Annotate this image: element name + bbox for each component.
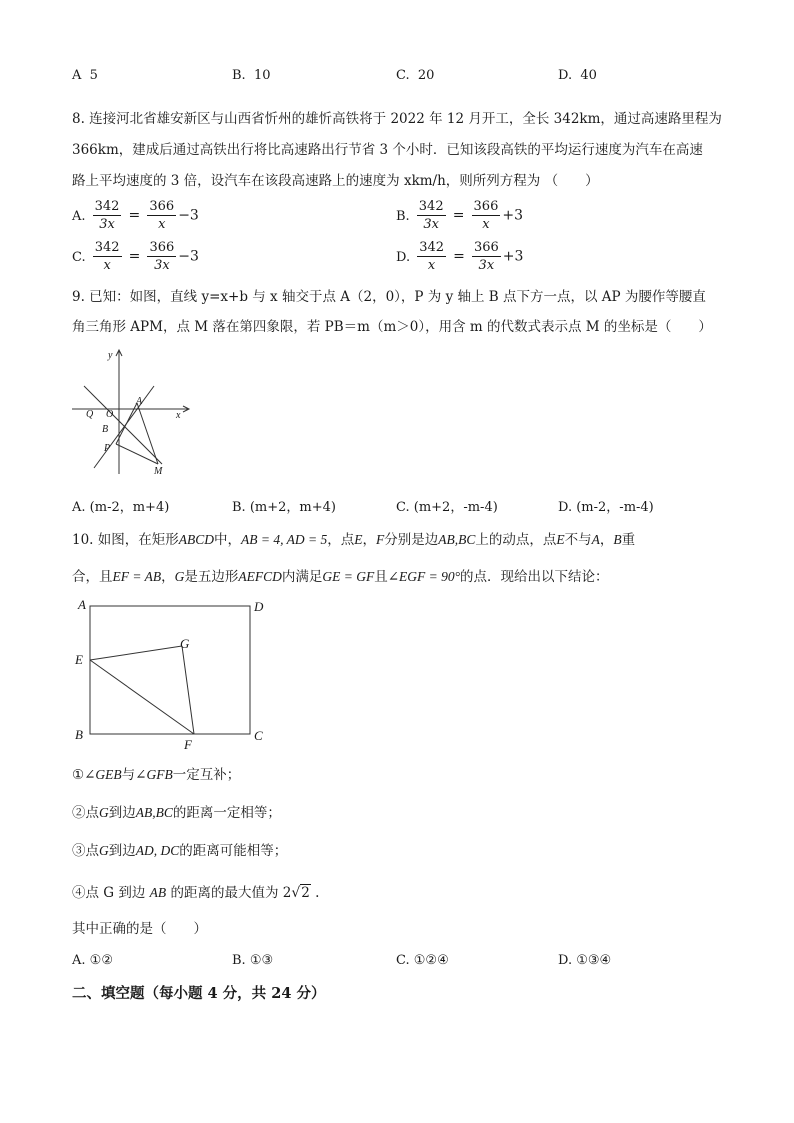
q9-option-c: C. (m+2，-m-4): [396, 500, 498, 515]
q10-statement-2: ②点G到边AB,BC的距离一定相等；: [72, 805, 281, 821]
fraction: $\frac{366}{3x}$: [473, 240, 499, 273]
segment-eg: [90, 646, 182, 660]
q9-line-2: 角三角形 APM，点 M 落在第四象限，若 PB＝m（m＞0），用含 m 的代数式表示点 M 的坐标是（ ）: [72, 319, 712, 335]
label-p: P: [104, 443, 111, 454]
label-o: O: [106, 409, 114, 420]
q7-option-a: A 5: [72, 68, 98, 83]
q7-option-d: D. 40: [558, 68, 597, 83]
q10-statement-3: ③点G到边AD, DC的距离可能相等；: [72, 843, 288, 859]
q8-option-d: D. $\frac{342}{x}$ = $\frac{366}{3x}$ +3: [396, 240, 524, 273]
rectangle-abcd: [90, 606, 250, 734]
label-b: B: [75, 727, 83, 742]
q10-option-a: A. ①②: [72, 953, 113, 968]
label-a: A: [78, 597, 86, 612]
q7-option-b: B. 10: [232, 68, 271, 83]
q10-statement-1: ①∠GEB与∠GFB一定互补；: [72, 767, 241, 783]
fraction: $\frac{366}{3x}$: [149, 240, 175, 273]
q10-statement-4: ④点 G 到边 AB 的距离的最大值为 2√2 .: [72, 885, 320, 901]
fraction: $\frac{342}{x}$: [419, 240, 445, 273]
fraction: $\frac{366}{x}$: [149, 199, 175, 232]
fraction: $\frac{342}{x}$: [94, 240, 120, 273]
q7-option-c: C. 20: [396, 68, 435, 83]
label-a: A: [136, 396, 143, 407]
q9-figure: [66, 346, 196, 478]
label-q: Q: [86, 409, 94, 420]
segment-ef: [90, 660, 194, 734]
fraction: $\frac{366}{x}$: [473, 199, 499, 232]
q10-line-2: 合，且EF = AB，G是五边形AEFCD内满足GE = GF且∠EGF = 90°的点．现给出以下结论：: [72, 569, 609, 585]
label-x: x: [176, 410, 181, 421]
line-through-q: [84, 386, 162, 464]
q8-option-b: B. $\frac{342}{3x}$ = $\frac{366}{x}$ +3: [396, 199, 523, 232]
q9-option-b: B. (m+2，m+4): [232, 500, 336, 515]
label-y: y: [108, 350, 113, 361]
q8-line-1: 8. 连接河北省雄安新区与山西省忻州的雄忻高铁将于 2022 年 12 月开工，全长 342km，通过高速路里程为: [72, 111, 722, 127]
q8-line-3: 路上平均速度的 3 倍，设汽车在该段高速路上的速度为 xkm/h，则所列方程为 （ ）: [72, 173, 599, 189]
label-m: M: [154, 466, 163, 477]
label-b: B: [102, 424, 109, 435]
q10-option-b: B. ①③: [232, 953, 274, 968]
fraction: $\frac{342}{3x}$: [94, 199, 120, 232]
label-c: C: [254, 728, 263, 743]
q8-option-a: A. $\frac{342}{3x}$ = $\frac{366}{x}$ −3: [72, 199, 199, 232]
q10-option-d: D. ①③④: [558, 953, 612, 968]
label-f: F: [184, 737, 192, 752]
q10-line-1: 10. 如图，在矩形ABCD中，AB = 4, AD = 5，点E，F分别是边AB,BC上的动点，点E不与A，B重: [72, 532, 636, 548]
q9-option-d: D. (m-2，-m-4): [558, 500, 654, 515]
fraction: $\frac{342}{3x}$: [418, 199, 444, 232]
q9-line-1: 9. 已知：如图，直线 y=x+b 与 x 轴交于点 A（2，0），P 为 y 轴上 B 点下方一点，以 AP 为腰作等腰直: [72, 289, 706, 305]
section-2-title: 二、填空题（每小题 4 分，共 24 分）: [72, 985, 326, 1002]
q10-option-c: C. ①②④: [396, 953, 449, 968]
label-d: D: [254, 599, 264, 614]
segment-am: [137, 403, 158, 464]
q10-figure: [70, 596, 280, 756]
label-g: G: [180, 636, 190, 651]
q9-option-a: A. (m-2，m+4): [72, 500, 170, 515]
q8-line-2: 366km，建成后通过高铁出行将比高速路出行节省 3 个小时．已知该段高铁的平均运行速度为汽车在高速: [72, 142, 703, 158]
label-e: E: [75, 652, 83, 667]
q10-question: 其中正确的是（ ）: [72, 921, 207, 937]
sqrt-symbol: √: [291, 885, 301, 901]
segment-gf: [182, 646, 194, 734]
q8-option-c: C. $\frac{342}{x}$ = $\frac{366}{3x}$ −3: [72, 240, 199, 273]
